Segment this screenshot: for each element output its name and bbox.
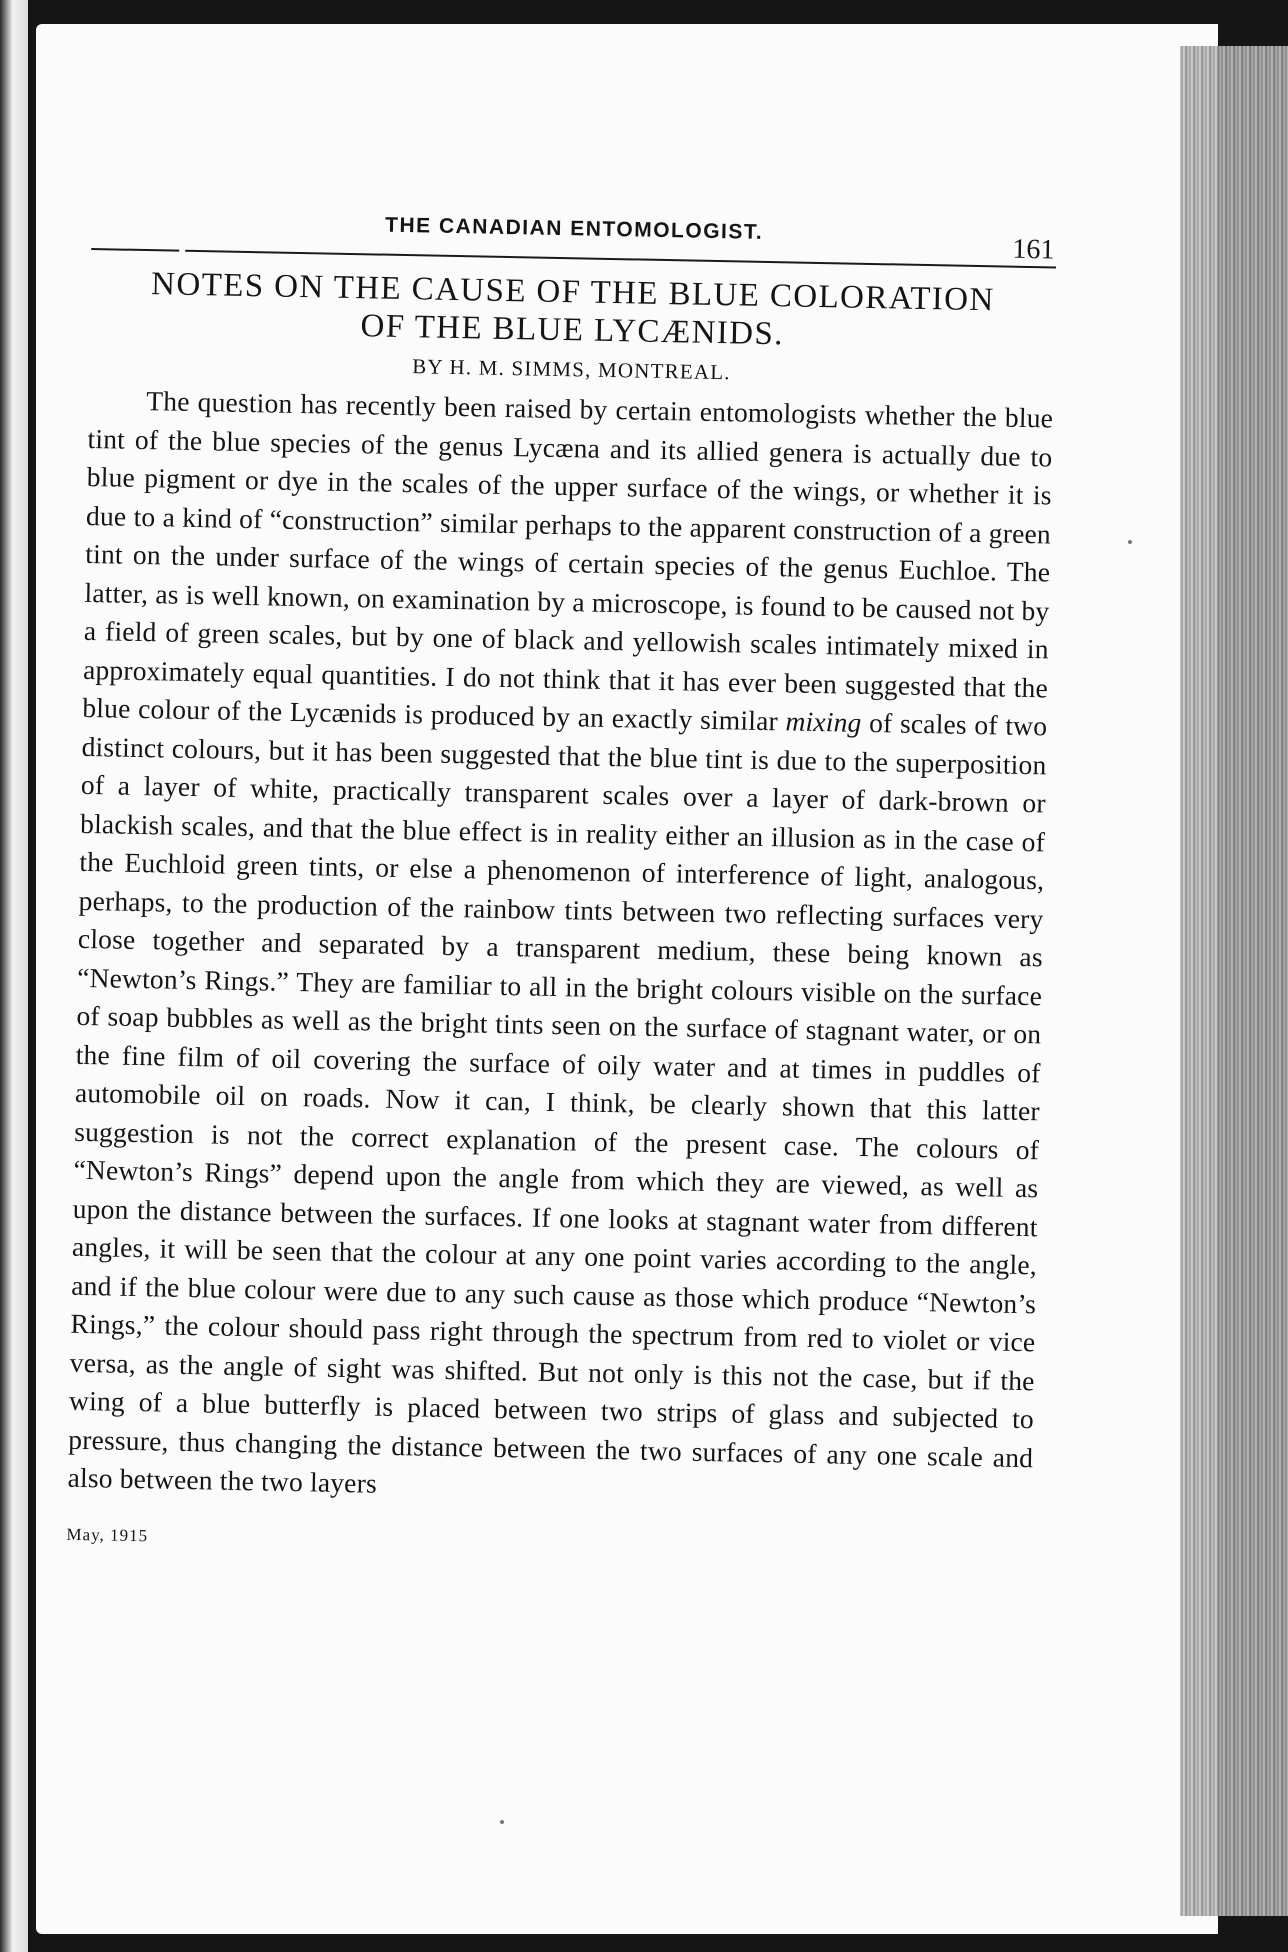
- page-content: [66, 208, 1056, 1563]
- body-text-part2: of scales of two distinct colours, but it has been suggested that the blue tint is due to the superposition of a layer of white, practically transparent scales over a layer of dark-brown or blackish scales, and that the blue effect is in reality either an illusion as in the case of the Euchloid green tints, or else a phenomenon of interference of light, analogous, perhaps, to the production of the rainbow tints between two reflecting surfaces very close together and separated by a transparent medium, these being known as “Newton’s Rings.” They are familiar to all in the bright colours visible on the surface of soap bubbles as well as the bright tints seen on the surface of stagnant water, or on the fine film of oil covering the surface of oily water and at times in puddles of automobile oil on roads. Now it can, I think, be clearly shown that this latter suggestion is not the correct explanation of the present case. The colours of “Newton’s Rings” depend upon the angle from which they are viewed, as well as upon the distance between the surfaces. If one looks at stagnant water from different angles, it will be seen that the colour at any one point varies according to the angle, and if the blue colour were due to any such cause as those which produce “Newton’s Rings,” the colour should pass right through the spectrum from red to violet or vice versa, as the angle of sight was shifted. But not only is this not the case, but if the wing of a blue butterfly is placed between two strips of glass and subjected to pressure, thus changing the distance between the two surfaces of any one scale and also between the two layers: [67, 707, 1048, 1499]
- article-byline: BY H. M. SIMMS, MONTREAL.: [411, 354, 731, 385]
- article-title-line1: NOTES ON THE CAUSE OF THE BLUE COLORATION: [150, 266, 996, 319]
- article-title: [89, 264, 1055, 359]
- article-title-line2: OF THE BLUE LYCÆNIDS.: [360, 308, 785, 353]
- adjacent-page-edge: [0, 0, 28, 1952]
- article-body: [67, 381, 1053, 1516]
- page-stack-edge: [1180, 46, 1288, 1916]
- body-text-part1: The question has recently been raised by certain entomologists whether the blue tint of the blue species of the genus Lycæna and its allied genera is actually due to blue pigment or dye in the scales of the upper surface of the wings, or whether it is due to a kind of “construction” similar perhaps to the apparent construction of a green tint on the under surface of the wings of certain species of the genus Euchloe. The latter, as is well known, on examination by a microscope, is found to be caused not by a field of green scales, but by one of black and yellowish scales intimately mixed in approximately equal quantities. I do not think that it has ever been suggested that the blue colour of the Lycænids is produced by an exactly similar: [82, 385, 1054, 737]
- scan-speck: [1128, 540, 1132, 544]
- page-number: 161: [1012, 233, 1055, 266]
- header-rule-short: [91, 248, 179, 252]
- body-text-italic: mixing: [785, 705, 862, 738]
- scan-speck: [500, 1820, 504, 1824]
- footer-date: May, 1915: [66, 1524, 149, 1546]
- running-title: THE CANADIAN ENTOMOLOGIST.: [384, 213, 764, 244]
